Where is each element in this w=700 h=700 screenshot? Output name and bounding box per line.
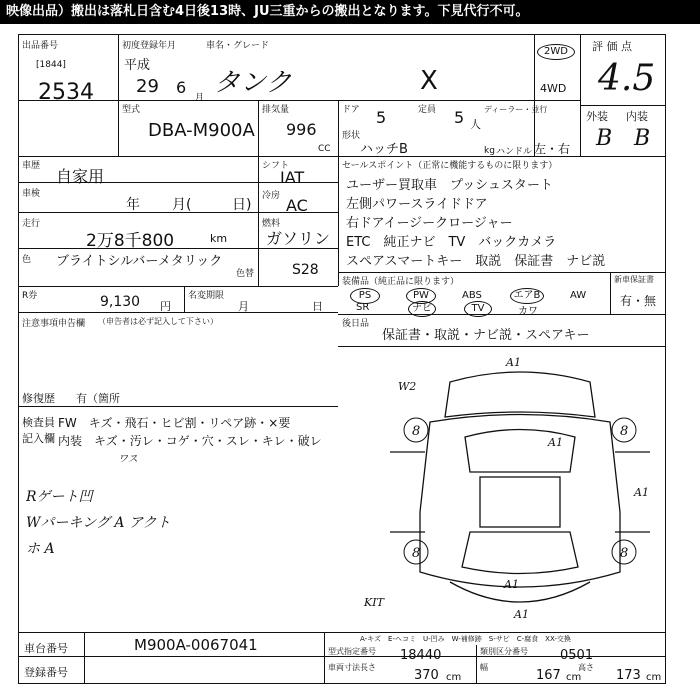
first-reg-year: 29 [136,76,159,97]
score-label: 評 価 点 [592,40,632,53]
equip-abs: ABS [462,290,482,301]
shape-label: 形状 [342,131,361,141]
mileage-value: 2万8千800 [86,231,175,251]
seats-label: 定員 [418,105,437,115]
inspector-label-2: 記入欄 [22,432,55,445]
equip-navi: ナビ [408,301,436,317]
model-value: DBA-M900A [148,120,255,141]
tire-fr: 8 [620,424,629,439]
repair-value: 有（箇所 [76,392,120,405]
sales-point-line: スペアスマートキー 取説 保証書 ナビ説 [346,254,606,269]
dims-height-label: 高さ [578,663,594,672]
inspector-row2: 内装 キズ・汚レ・コゲ・穴・スレ・キレ・破レ [58,434,322,448]
notes-sub: （申告者は必ず記入して下さい） [98,317,218,326]
color-code-label: 色替 [236,269,255,279]
shift-value: IAT [280,168,305,187]
damage-mark: A1 [514,608,529,621]
model-label: 型式 [122,105,141,115]
recycle-label: R券 [22,291,38,301]
repair-label: 修復歴 [22,392,55,405]
chassis-value: M900A-0067041 [134,636,258,654]
inspection-month: 月( [172,197,192,213]
name-change-day: 日 [312,300,323,313]
score-value: 4.5 [598,58,656,99]
equip-pw: PW [406,288,436,304]
damage-mark: A1 [504,578,519,591]
first-reg-month: 6 [176,78,187,97]
car-damage-diagram [380,352,660,632]
dealer-label: ディーラー・並行 [484,105,548,114]
seats-unit: 人 [470,118,481,131]
doors-value: 5 [376,108,387,127]
handwritten-line: ホ A [26,541,55,557]
dims-width-label: 幅 [480,663,488,672]
model-code-label: 型式指定番号 [328,647,376,656]
tire-fl: 8 [412,424,421,439]
equip-tv: TV [464,301,492,317]
score-int-label: 内装 [626,110,648,123]
accessories-label: 後日品 [342,319,370,329]
ac-label: 冷房 [262,191,281,201]
drive-4wd: 4WD [540,82,567,95]
dims-width-unit: cm [566,672,582,683]
accessories-value: 保証書・取説・ナビ説・スペアキー [382,328,590,343]
dims-length-label: 長さ [360,663,376,672]
sales-point-line: 左側パワースライドドア [346,197,488,212]
sales-point-line: ETC 純正ナビ TV バックカメラ [346,235,557,250]
color-code: S28 [292,262,319,278]
mileage-label: 走行 [22,219,41,229]
recycle-unit: 円 [160,300,171,313]
equip-leather: カワ [518,306,538,317]
tire-rl: 8 [412,546,421,561]
score-ext: B [596,126,613,151]
lot-number: 2534 [38,80,94,105]
car-name-label: 車名・グレード [206,41,270,51]
score-ext-label: 外装 [586,110,608,123]
dims-width: 167 [536,668,561,683]
new-car-label: 新車保証書 [614,275,654,284]
dims-height: 173 [616,668,641,683]
inspection-label: 車検 [22,189,41,199]
dims-height-unit: cm [646,672,662,683]
handwritten-notes [26,484,171,562]
handwritten-line: Rゲート凹 [26,489,93,505]
shape-value: ハッチB [360,142,408,157]
handwritten-line: Wパーキング A アクト [26,515,171,531]
sales-points-label: セールスポイント（正常に機能するものに限ります） [342,161,558,171]
equip-airbag: エアB [510,288,544,304]
mileage-unit: km [210,232,228,245]
inspector-row1: FW キズ・飛石・ヒビ割・リペア跡・×要 [58,416,291,430]
car-grade: X [420,66,438,96]
registration-label: 登録番号 [24,666,68,679]
dims-length: 370 [414,668,439,683]
equip-aw: AW [570,290,587,301]
equip-sr: SR [356,302,370,313]
kg-label: kg [484,146,495,156]
handle-label: ハンドル [496,147,533,157]
inspection-year: 年 [126,197,140,213]
first-reg-era: 平成 [124,58,151,73]
fuel-label: 燃料 [262,219,281,229]
damage-mark: W2 [398,380,417,393]
tire-rr: 8 [620,546,629,561]
damage-mark: A1 [634,486,649,499]
history-value: 自家用 [56,167,105,186]
lot-code: [1844] [36,60,66,70]
seats-value: 5 [454,108,465,127]
car-name: タンク [214,68,292,98]
inspector-label-1: 検査員 [22,416,55,429]
handle-value: 左・右 [534,142,571,156]
notes-label: 注意事項申告欄 [22,319,86,329]
sales-points-list [346,176,605,271]
history-label: 車歴 [22,161,41,171]
legend: A-キズ E-ヘコミ U-凹み W-補修跡 S-サビ C-腐食 XX-交換 [360,635,578,643]
name-change-month: 月 [238,300,249,313]
equip-ps: PS [350,288,380,304]
color-value: ブライトシルバーメタリック [56,254,223,269]
dims-label: 車両寸法 [328,663,360,672]
displacement-label: 排気量 [262,105,290,115]
lot-label: 出品番号 [22,41,59,51]
inspection-day: 日) [232,197,252,213]
sales-point-line: 右ドアイージークロージャー [346,216,513,231]
name-change-label: 名変期限 [188,291,225,301]
fuel-value: ガソリン [266,229,331,248]
sales-point-line: ユーザー買取車 プッシュスタート [346,178,553,193]
class-code-value: 0501 [560,648,594,663]
shift-label: シフト [262,161,290,171]
notice-banner: 映像出品）搬出は落札日含む4日後13時、JU三重からの搬出となります。下見代行不可。 [0,0,700,24]
color-label: 色 [22,255,32,265]
first-reg-month-unit: 月 [195,93,205,103]
damage-mark: A1 [548,436,563,449]
kit-mark: KIT [364,596,384,609]
score-int: B [634,126,651,151]
displacement-unit: CC [318,144,331,154]
dims-length-unit: cm [446,672,462,683]
first-reg-label: 初度登録年月 [122,41,177,51]
equipment-label: 装備品（純正品に限ります） [342,277,460,287]
chassis-label: 車台番号 [24,642,68,655]
drive-2wd: 2WD [537,44,575,60]
model-code-value: 18440 [400,648,442,663]
class-code-label: 類別区分番号 [480,647,528,656]
doors-label: ドア [342,105,360,115]
ac-value: AC [286,196,308,215]
displacement-value: 996 [286,120,317,139]
damage-mark: A1 [506,356,521,369]
new-car-value: 有・無 [620,294,657,308]
recycle-value: 9,130 [100,294,141,310]
inspector-sub: ワス [118,454,138,465]
